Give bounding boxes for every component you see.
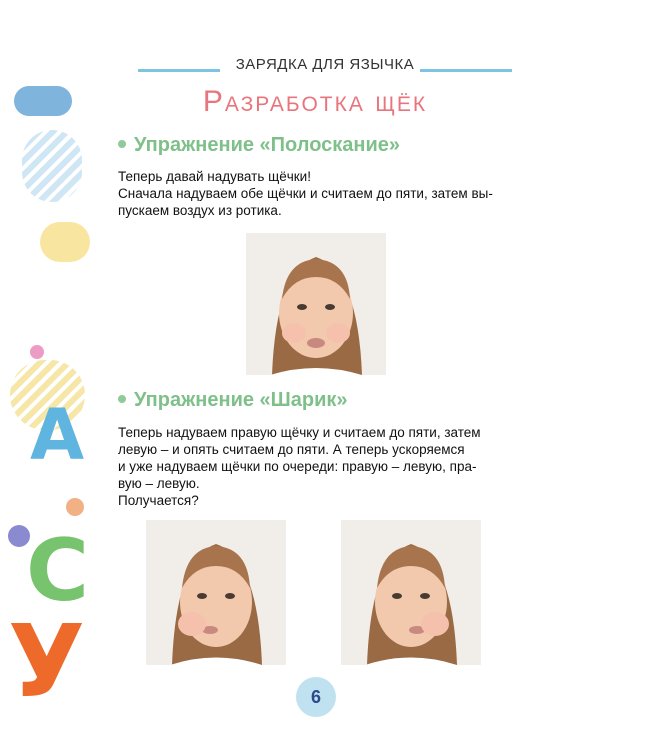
exercise-text-1 xyxy=(118,168,516,219)
photo-right-cheek xyxy=(146,520,286,665)
letter-decoration: У xyxy=(8,603,86,720)
text-line: Сначала надуваем обе щёчки и считаем до пяти, затем вы- xyxy=(118,186,493,201)
photo-both-cheeks xyxy=(246,233,386,375)
girl-face-image xyxy=(246,233,386,375)
bullet-icon xyxy=(118,395,126,403)
photo-left-cheek xyxy=(341,520,481,665)
text-line: пускаем воздух из ротика. xyxy=(118,203,282,218)
page-number-badge xyxy=(296,677,336,717)
letter-decoration: A xyxy=(30,394,85,476)
bullet-icon xyxy=(118,140,126,148)
letter-decoration: C xyxy=(26,521,90,621)
section-kicker: ЗАРЯДКА ДЛЯ ЯЗЫЧКА xyxy=(235,56,415,73)
cloud-decoration xyxy=(40,222,90,262)
exercise-heading-text: Упражнение «Полоскание» xyxy=(134,134,401,156)
text-line: Теперь давай надувать щёчки! xyxy=(118,169,311,184)
text-line: и уже надуваем щёчки по очереди: правую – левую, пра- xyxy=(118,459,477,474)
text-line: Теперь надуваем правую щёчку и считаем до пяти, затем xyxy=(118,425,481,440)
dot-decoration xyxy=(66,498,84,516)
exercise-heading-text: Упражнение «Шарик» xyxy=(134,389,348,411)
text-line: Получается? xyxy=(118,493,199,508)
girl-face-image xyxy=(146,520,286,665)
girl-face-image xyxy=(341,520,481,665)
exercise-text-2 xyxy=(118,424,516,509)
page-number: 6 xyxy=(310,686,321,707)
exercise-heading-2 xyxy=(118,389,348,412)
text-line: вую – левую. xyxy=(118,476,200,491)
dot-decoration xyxy=(30,345,44,359)
text-line: левую – и опять считаем до пяти. А теперь ускоряемся xyxy=(118,442,465,457)
exercise-heading-1 xyxy=(118,134,400,157)
cloud-decoration xyxy=(22,130,82,202)
page-title: Разработка щёк xyxy=(202,85,428,118)
